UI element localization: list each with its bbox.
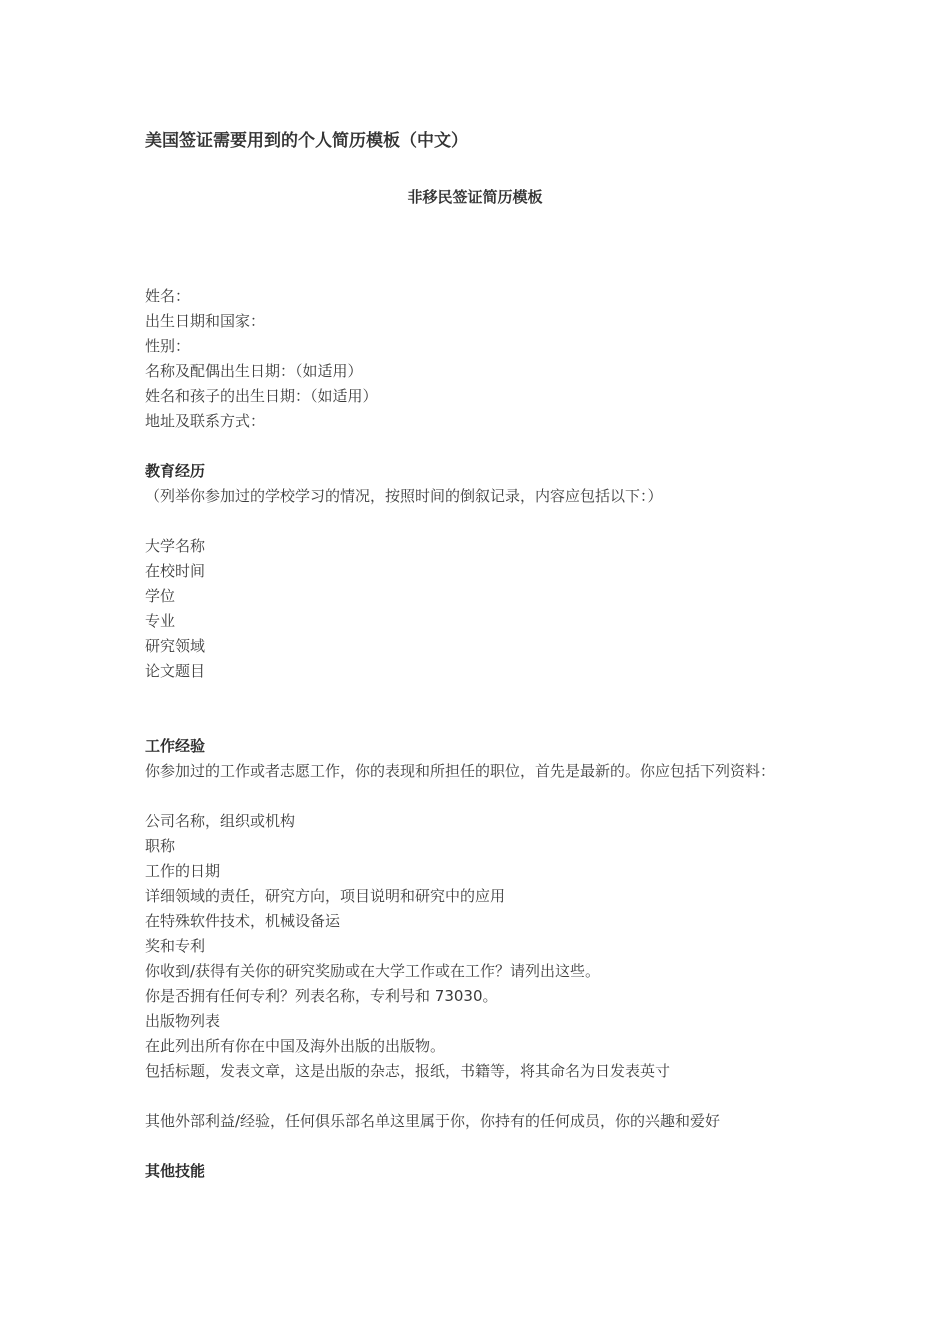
spacer (145, 509, 815, 534)
spacer (145, 684, 815, 709)
spacer (145, 784, 815, 809)
education-item: 论文题目 (145, 662, 206, 680)
work-item: 工作的日期 (145, 862, 221, 880)
document-subtitle: 非移民签证简历模板 (407, 188, 543, 206)
education-item: 专业 (145, 612, 176, 630)
work-item: 详细领域的责任，研究方向，项目说明和研究中的应用 (145, 887, 506, 905)
work-item: 奖和专利 (145, 937, 206, 955)
work-item: 包括标题，发表文章，这是出版的杂志，报纸，书籍等，将其命名为日发表英寸 (145, 1062, 671, 1080)
work-intro: 你参加过的工作或者志愿工作，你的表现和所担任的职位，首先是最新的。你应包括下列资料： (145, 762, 776, 780)
field-address-contact: 地址及联系方式： (145, 412, 266, 430)
work-item: 职称 (145, 837, 176, 855)
field-children: 姓名和孩子的出生日期：（如适用） (145, 387, 378, 405)
education-intro: （列举你参加过的学校学习的情况，按照时间的倒叙记录，内容应包括以下：） (145, 487, 663, 505)
work-item: 在特殊软件技术，机械设备运 (145, 912, 341, 930)
education-item: 大学名称 (145, 537, 206, 555)
work-heading: 工作经验 (145, 737, 206, 755)
work-item: 你是否拥有任何专利？列表名称，专利号和 73030。 (145, 987, 498, 1005)
education-item: 学位 (145, 587, 176, 605)
document-title: 美国签证需要用到的个人简历模板（中文） (145, 131, 468, 151)
work-item: 公司名称，组织或机构 (145, 812, 296, 830)
spacer (145, 1134, 815, 1159)
education-heading: 教育经历 (145, 462, 206, 480)
education-item: 研究领域 (145, 637, 206, 655)
field-spouse: 名称及配偶出生日期：（如适用） (145, 362, 363, 380)
spacer (145, 434, 815, 459)
document-body (145, 284, 815, 1184)
field-name: 姓名： (145, 287, 191, 305)
spacer (145, 1084, 815, 1109)
education-item: 在校时间 (145, 562, 206, 580)
work-item: 你收到/获得有关你的研究奖励或在大学工作或在工作？请列出这些。 (145, 962, 601, 980)
work-item: 出版物列表 (145, 1012, 221, 1030)
field-gender: 性别： (145, 337, 191, 355)
work-item: 在此列出所有你在中国及海外出版的出版物。 (145, 1037, 446, 1055)
other-skills-heading: 其他技能 (145, 1162, 206, 1180)
other-interests: 其他外部利益/经验，任何俱乐部名单这里属于你，你持有的任何成员，你的兴趣和爱好 (145, 1112, 721, 1130)
spacer (145, 709, 815, 734)
field-birth-date-country: 出生日期和国家： (145, 312, 266, 330)
